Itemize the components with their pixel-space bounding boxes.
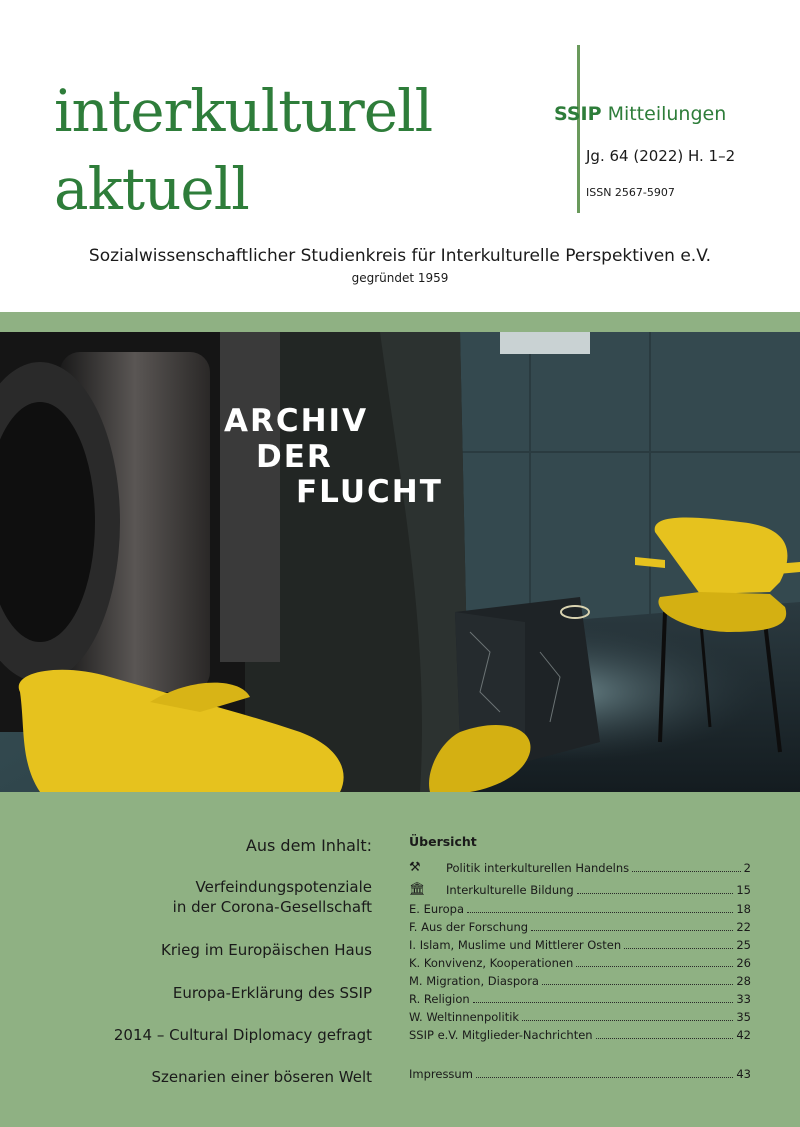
overview-heading: Übersicht — [409, 834, 477, 849]
toc-entry — [409, 1008, 751, 1026]
toc-title: E. Europa — [409, 902, 464, 916]
toc-title: SSIP e.V. Mitglieder-Nachrichten — [409, 1028, 593, 1042]
toc-entry — [409, 1065, 751, 1083]
contents-item-line: Szenarien einer böseren Welt — [151, 1068, 372, 1086]
toc-page: 2 — [743, 861, 751, 875]
toc-leader — [577, 893, 734, 894]
toc-title: R. Religion — [409, 992, 470, 1006]
toc-title: Politik interkulturellen Handelns — [446, 861, 630, 875]
contents-heading: Aus dem Inhalt: — [245, 836, 372, 855]
toc-page: 35 — [736, 1010, 751, 1024]
cover-photo-illustration — [0, 332, 800, 792]
toc-page: 15 — [736, 883, 751, 897]
contents-item — [173, 877, 372, 917]
toc-leader — [522, 1020, 733, 1021]
contents-item-line: in der Corona-Gesellschaft — [172, 898, 372, 916]
toc-leader — [476, 1077, 733, 1078]
contents-item — [173, 983, 372, 1003]
toc-title: Impressum — [409, 1067, 473, 1081]
ssip-rest: Mitteilungen — [607, 103, 727, 125]
magazine-title-line2: aktuell — [54, 155, 249, 223]
toc-entry — [409, 918, 751, 936]
toc-page: 28 — [736, 974, 751, 988]
toc-leader — [542, 984, 733, 985]
toc-entry — [409, 859, 751, 877]
toc-title: Interkulturelle Bildung — [446, 883, 574, 897]
contents-item-line: Verfeindungspotenziale — [195, 878, 372, 896]
issn: ISSN 2567-5907 — [586, 186, 675, 199]
toc-entry — [409, 881, 751, 899]
contents-item-line: Krieg im Europäischen Haus — [161, 941, 372, 959]
photo-overlay-line2: DER — [256, 439, 333, 475]
contents-item-line: Europa-Erklärung des SSIP — [172, 984, 372, 1002]
toc-title: M. Migration, Diaspora — [409, 974, 539, 988]
toc-entry — [409, 990, 751, 1008]
toc-page: 26 — [736, 956, 751, 970]
cover-photo — [0, 332, 800, 792]
toc-leader — [596, 1038, 734, 1039]
toc-title: K. Konvivenz, Kooperationen — [409, 956, 574, 970]
toc-leader — [531, 930, 733, 931]
toc-page: 33 — [736, 992, 751, 1006]
toc-entry — [409, 972, 751, 990]
toc-page: 22 — [736, 920, 751, 934]
toc-leader — [473, 1002, 734, 1003]
tools-icon: ⚒ — [409, 860, 421, 875]
header-divider — [577, 45, 580, 213]
contents-item — [151, 1067, 372, 1087]
toc-leader — [576, 966, 733, 967]
toc-leader — [632, 871, 741, 872]
toc-title: F. Aus der Forschung — [409, 920, 529, 934]
contents-item-line: 2014 – Cultural Diplomacy gefragt — [113, 1026, 372, 1044]
organization-name: Sozialwissenschaftlicher Studienkreis für Interkulturelle Perspektiven e.V. — [88, 246, 712, 266]
founded-line: gegründet 1959 — [351, 271, 449, 285]
toc-title: W. Weltinnenpolitik — [409, 1010, 520, 1024]
toc-leader — [624, 948, 733, 949]
contents-item — [161, 940, 372, 960]
magazine-title-line1: interkulturell — [54, 77, 433, 145]
contents-item — [114, 1025, 372, 1045]
toc-entry — [409, 1026, 751, 1044]
photo-overlay-line1: ARCHIV — [224, 403, 369, 439]
toc-page: 43 — [736, 1067, 751, 1081]
photo-overlay-line3: FLUCHT — [296, 474, 443, 510]
toc-title: I. Islam, Muslime und Mittlerer Osten — [409, 938, 622, 952]
toc-page: 18 — [736, 902, 751, 916]
toc-entry — [409, 900, 751, 918]
green-band — [0, 312, 800, 332]
toc-page: 42 — [736, 1028, 751, 1042]
ssip-label — [554, 103, 726, 125]
toc-page: 25 — [736, 938, 751, 952]
toc-entry — [409, 936, 751, 954]
toc-entry — [409, 954, 751, 972]
toc-leader — [467, 912, 733, 913]
issue-info: Jg. 64 (2022) H. 1–2 — [586, 147, 736, 165]
ssip-bold: SSIP — [554, 103, 602, 125]
building-icon: 🏛 — [409, 882, 426, 897]
